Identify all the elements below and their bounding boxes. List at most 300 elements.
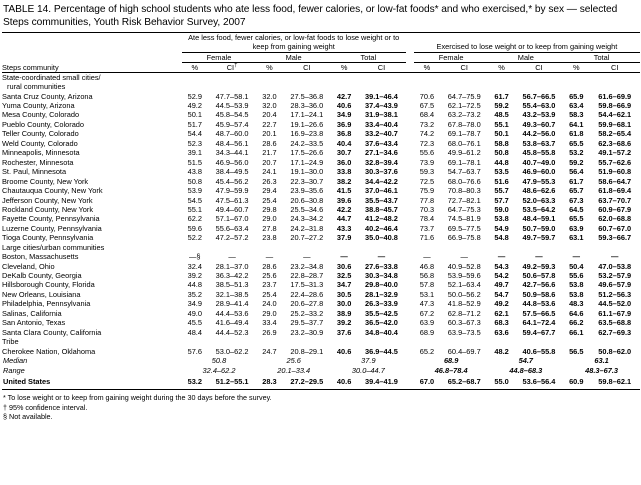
header-gap — [406, 33, 414, 53]
cell-value: 69.5–77.5 — [447, 223, 481, 233]
community-name: Pueblo County, Colorado — [2, 119, 85, 129]
community-name: Hillsborough County, Florida — [2, 280, 95, 290]
cell-value: 46.9–60.0 — [522, 167, 556, 177]
cell-value: —§ — [189, 252, 201, 262]
header-blank2 — [2, 52, 182, 62]
footnote-text: To lose weight or to keep from gaining weight during the 30 days before the survey. — [7, 393, 272, 403]
cell-value: 77.8 — [419, 195, 435, 205]
cell-value: 73.7 — [419, 223, 435, 233]
summary-value: 44.8–68.3 — [509, 365, 543, 375]
cell-value: 39.2 — [336, 318, 352, 328]
cell-value: 17.5–26.6 — [290, 148, 324, 158]
cell-value: 20.7 — [262, 157, 277, 167]
summary-value: 68.9 — [443, 355, 459, 365]
cell-value: 25.4 — [262, 289, 277, 299]
cell-value: 47.3 — [419, 299, 435, 309]
header-gap3 — [406, 62, 414, 72]
cell-value: 23.2–34.8 — [290, 261, 324, 271]
table-row — [2, 129, 640, 138]
cell-value: 25.4 — [262, 195, 277, 205]
cell-value: 70.3 — [419, 205, 435, 215]
united-states-label: United States — [2, 376, 182, 390]
cell-value: 56.8 — [419, 271, 435, 281]
cell-value: 40.9–52.8 — [447, 261, 481, 271]
cell-value: 44.8–53.6 — [522, 299, 556, 309]
cell-value: 24.3–34.2 — [290, 214, 324, 224]
cell-value: 55.4–63.0 — [522, 101, 556, 111]
cell-value: 69.1–78.7 — [447, 129, 481, 139]
cell-value: 60.9–67.9 — [598, 205, 632, 215]
header-male-2: Male — [488, 52, 563, 62]
row-gap — [406, 120, 414, 129]
cell-value: 29.8 — [262, 205, 277, 215]
cell-value: 36.9–44.5 — [365, 346, 398, 356]
cell-value: 58.8 — [494, 138, 509, 148]
cell-value: 36.5–42.0 — [365, 318, 398, 328]
cell-value: 64.5 — [569, 205, 584, 215]
cell-value: 47.2–57.2 — [215, 233, 249, 243]
cell-value: 27.2–29.5 — [283, 376, 331, 390]
cell-value: 49.2 — [494, 299, 509, 309]
cell-value: 28.1–32.9 — [365, 289, 398, 299]
cell-value: 63.2–73.2 — [447, 110, 481, 120]
header-group-row — [2, 33, 640, 53]
cell-value: 62.1 — [494, 308, 509, 318]
cell-value: 40.6–55.8 — [522, 346, 556, 356]
cell-value: 45.8–55.8 — [522, 148, 556, 158]
table-row — [2, 318, 640, 327]
section-heading-line2: rural communities — [7, 82, 66, 92]
cell-value: 62.8–71.2 — [447, 308, 481, 318]
row-gap — [406, 186, 414, 195]
header-group1: Ate less food, fewer calories, or low-fat foods to lose weight or to keep from gaining weight — [182, 33, 406, 53]
cell-value: 50.6–57.8 — [522, 271, 556, 281]
summary-value: 54.7 — [518, 355, 533, 365]
cell-value: 28.1–37.0 — [215, 261, 249, 271]
cell-value: 58.6–64.7 — [598, 176, 632, 186]
cell-value: 37.6–43.4 — [365, 138, 398, 148]
cell-value: — — [265, 252, 274, 262]
cell-value: 40.7–49.0 — [522, 157, 556, 167]
cell-value: 33.2–40.7 — [365, 129, 398, 139]
cell-value: 49.6–57.9 — [598, 280, 632, 290]
cell-value: 25.2–33.2 — [290, 308, 324, 318]
cell-value: 54.7 — [494, 289, 509, 299]
cell-value: 65.2 — [419, 346, 435, 356]
cell-value: 65.5 — [569, 138, 584, 148]
cell-value: 39.4–41.9 — [357, 376, 406, 390]
cell-value: 45.5 — [187, 318, 202, 328]
section-heading: State-coordinated small cities/ rural communities — [2, 72, 640, 91]
cell-value: 27.5–36.8 — [290, 91, 324, 101]
header-ci-f1: CI† — [208, 62, 256, 72]
cell-value: 72.5 — [419, 176, 435, 186]
cell-value: 38.2 — [336, 176, 352, 186]
cell-value: 50.4 — [569, 261, 584, 271]
cell-value: 39.1–46.4 — [365, 91, 398, 101]
section-heading: Large cities/urban communities — [2, 242, 105, 252]
cell-value: — — [303, 252, 311, 262]
cell-value: 50.7–59.0 — [522, 223, 556, 233]
cell-value: 67.2 — [419, 308, 435, 318]
community-name: Chautauqua County, New York — [2, 186, 103, 196]
cell-value: 30.3–34.8 — [365, 271, 398, 281]
row-gap — [406, 299, 414, 308]
cell-value: 66.2 — [569, 318, 584, 328]
cell-value: 54.8 — [494, 233, 509, 243]
cell-value: 68.0–76.1 — [447, 138, 481, 148]
row-gap — [406, 139, 414, 148]
cell-value: 49.0 — [187, 308, 202, 318]
footnote — [3, 403, 641, 412]
cell-value: 33.4 — [262, 318, 277, 328]
row-gap — [406, 101, 414, 110]
cell-value: 50.1 — [187, 110, 202, 120]
cell-value: 37.6 — [336, 327, 352, 337]
header-pct-f2: % — [414, 62, 440, 72]
cell-value: 28.6 — [262, 261, 277, 271]
cell-value: 40.6 — [331, 376, 357, 390]
cell-value: 22.8–28.7 — [290, 271, 324, 281]
row-gap — [406, 271, 414, 280]
table-row — [2, 205, 640, 214]
cell-value: 37.9 — [336, 233, 352, 243]
cell-value: 68.3 — [494, 318, 509, 328]
cell-value: 58.2–65.4 — [598, 129, 632, 139]
row-gap — [406, 148, 414, 157]
row-gap — [406, 177, 414, 186]
cell-value: 47.5–61.3 — [215, 195, 249, 205]
summary-value: 25.6 — [286, 355, 301, 365]
cell-value: 25.6 — [262, 271, 277, 281]
cell-value: 39.2 — [187, 271, 202, 281]
cell-value: 30.7 — [336, 148, 352, 158]
cell-value: 28.3 — [256, 376, 282, 390]
cell-value: 62.0–68.8 — [598, 214, 632, 224]
cell-value: 48.4–59.1 — [522, 214, 556, 224]
cell-value: 63.9 — [569, 223, 584, 233]
cell-value: 57.1–67.0 — [215, 214, 249, 224]
cell-value: 49.7–59.7 — [522, 233, 556, 243]
cell-value: 59.8–62.1 — [589, 376, 640, 390]
community-name: Cleveland, Ohio — [2, 261, 55, 271]
cell-value: 64.7–75.9 — [447, 91, 481, 101]
cell-value: 61.1–67.9 — [598, 308, 632, 318]
cell-value: 36.3–42.2 — [215, 271, 249, 281]
cell-value: 43.8 — [187, 167, 202, 177]
cell-value: 59.2 — [569, 157, 584, 167]
community-name: Salinas, California — [2, 308, 62, 318]
cell-value: 27.8 — [262, 223, 277, 233]
cell-value: 55.6–63.4 — [215, 223, 249, 233]
header-total-2: Total — [563, 52, 640, 62]
cell-value: 71.6 — [419, 233, 435, 243]
header-pct-t1: % — [331, 62, 357, 72]
cell-value: 17.1–24.1 — [290, 110, 324, 120]
cell-value: 44.2–56.0 — [522, 129, 556, 139]
cell-value: — — [460, 252, 468, 262]
cell-value: 51.7 — [187, 119, 202, 129]
cell-value: 65.5 — [569, 214, 584, 224]
cell-value: 73.2 — [419, 119, 435, 129]
cell-value: 69.1–78.1 — [447, 157, 481, 167]
footnote-text: 95% confidence interval. — [9, 402, 88, 412]
cell-value: 59.4–67.7 — [522, 327, 556, 337]
community-name: Philadelphia, Pennsylvania — [2, 299, 91, 309]
footnote-marker: § — [3, 412, 9, 422]
cell-value: 30.5 — [336, 289, 352, 299]
cell-value: 50.1 — [494, 129, 509, 139]
cell-value: 53.2 — [182, 376, 208, 390]
cell-value: 45.9–57.4 — [215, 119, 249, 129]
cell-value: 44.7 — [336, 214, 352, 224]
table-row — [2, 92, 640, 101]
community-name: Santa Cruz County, Arizona — [2, 91, 93, 101]
community-name: Boston, Massachusetts — [2, 252, 79, 262]
row-gap — [406, 328, 414, 337]
footnote-marker: * — [3, 393, 8, 403]
row-gap — [406, 318, 414, 327]
community-name: Weld County, Colorado — [2, 138, 78, 148]
community-name: Minneapolis, Minnesota — [2, 148, 80, 158]
cell-value: 44.8 — [494, 157, 509, 167]
cell-value: 41.8–52.9 — [447, 299, 481, 309]
cell-value: 50.0–56.2 — [447, 289, 481, 299]
table-row — [2, 120, 640, 129]
cell-value: 63.9–73.5 — [447, 327, 481, 337]
cell-value: 43.3 — [336, 223, 352, 233]
cell-value: 26.3 — [262, 176, 277, 186]
cell-value: 49.4–60.7 — [215, 205, 249, 215]
cell-value: 35.0–40.8 — [365, 233, 398, 243]
cell-value: 68.4 — [419, 110, 435, 120]
section-heading-row — [2, 243, 640, 252]
row-gap — [406, 196, 414, 205]
cell-value: 55.6 — [569, 271, 584, 281]
cell-value: 67.0 — [414, 376, 440, 390]
cell-value: 28.3–36.0 — [290, 101, 324, 111]
cell-value: 51.2–56.3 — [598, 289, 632, 299]
united-states-row — [2, 376, 640, 390]
cell-value: 38.8–45.7 — [365, 205, 398, 215]
cell-value: 36.9 — [336, 119, 352, 129]
cell-value: 59.3–66.7 — [598, 233, 632, 243]
cell-value: 57.5–66.5 — [522, 308, 556, 318]
cell-value: 51.9–60.8 — [598, 167, 632, 177]
cell-value: 55.7–62.6 — [598, 157, 632, 167]
header-gap2 — [406, 52, 414, 62]
cell-value: — — [497, 252, 506, 262]
row-gap — [406, 376, 414, 390]
cell-value: 68.0–76.6 — [447, 176, 481, 186]
summary-row — [2, 366, 640, 376]
cell-value: 70.8–80.3 — [447, 186, 481, 196]
cell-value: — — [377, 252, 386, 262]
dagger-marker: † — [234, 61, 238, 69]
summary-label: Range — [3, 365, 25, 375]
cell-value: 72.7–82.1 — [447, 195, 481, 205]
cell-value: 22.4–28.6 — [290, 289, 324, 299]
cell-value: 31.9–38.1 — [365, 110, 398, 120]
cell-value: 49.1–57.2 — [598, 148, 632, 158]
cell-value: 48.5 — [494, 110, 509, 120]
header-male-1: Male — [256, 52, 331, 62]
table-row — [2, 309, 640, 318]
table-row — [2, 196, 640, 205]
cell-value: 50.8 — [187, 176, 202, 186]
cell-value: 29.4 — [262, 186, 277, 196]
table-row — [2, 280, 640, 289]
header-ci-m1: CI — [283, 62, 331, 72]
cell-value: 61.7 — [569, 176, 584, 186]
summary-value: 48.3–67.3 — [585, 365, 619, 375]
cell-value: 26.3–33.9 — [365, 299, 398, 309]
header-pct-t2: % — [563, 62, 589, 72]
cell-value: 51.5 — [187, 157, 202, 167]
cell-value: 34.8–40.4 — [365, 327, 398, 337]
community-name: DeKalb County, Georgia — [2, 271, 82, 281]
header-female-1: Female — [182, 52, 257, 62]
cell-value: 16.9–23.8 — [290, 129, 324, 139]
cell-value: 32.0 — [262, 91, 277, 101]
cell-value: 52.2 — [187, 233, 202, 243]
cell-value: 51.6 — [494, 176, 509, 186]
footnote — [3, 393, 641, 402]
cell-value: 40.6 — [336, 101, 352, 111]
table-row — [2, 167, 640, 176]
header-female-2: Female — [414, 52, 489, 62]
footnote-text: Not available. — [9, 412, 53, 422]
cell-value: 64.1 — [569, 119, 584, 129]
cell-value: 55.1 — [187, 205, 202, 215]
row-gap — [406, 205, 414, 214]
cell-value: 39.6 — [336, 195, 352, 205]
table-row — [2, 224, 640, 233]
cell-value: 55.1 — [494, 119, 509, 129]
cell-value: 66.9–75.8 — [447, 233, 481, 243]
cell-value: — — [340, 252, 348, 262]
cell-value: 47.0–53.8 — [598, 261, 632, 271]
cell-value: 63.7–70.7 — [598, 195, 632, 205]
cell-value: 60.9 — [563, 376, 589, 390]
cell-value: 54.3 — [494, 261, 509, 271]
table-row — [2, 101, 640, 110]
cell-value: 23.8 — [262, 233, 277, 243]
header-ci-t1: CI — [357, 62, 406, 72]
cell-value: 32.0 — [262, 101, 277, 111]
cell-value: 36.8 — [336, 129, 352, 139]
cell-value: 49.7 — [494, 280, 509, 290]
cell-value: 61.7 — [494, 91, 509, 101]
cell-value: 54.7–63.7 — [447, 167, 481, 177]
community-name: Fayette County, Pennsylvania — [2, 214, 100, 224]
cell-value: 28.9–41.4 — [215, 299, 249, 309]
header-ci-t2: CI — [589, 62, 640, 72]
cell-value: 54.4–62.1 — [598, 110, 632, 120]
cell-value: 54.4 — [187, 129, 202, 139]
cell-value: 62.7–69.3 — [598, 327, 632, 337]
cell-value: 55.7 — [494, 186, 509, 196]
cell-value: 59.8–66.9 — [598, 101, 632, 111]
cell-value: 67.3 — [569, 195, 584, 205]
row-gap — [406, 233, 414, 242]
summary-value: 37.9 — [361, 355, 376, 365]
cell-value: 73.9 — [419, 157, 435, 167]
header-pct-m1: % — [256, 62, 282, 72]
cell-value: 34.4–42.2 — [365, 176, 398, 186]
cell-value: 52.3 — [187, 138, 202, 148]
cell-value: 62.2 — [187, 214, 202, 224]
cell-value: 63.4 — [569, 101, 584, 111]
cell-value: 30.6 — [336, 261, 352, 271]
cell-value: 49.2 — [187, 101, 202, 111]
cell-value: 63.1 — [569, 233, 584, 243]
cell-value: 48.7–60.0 — [215, 129, 249, 139]
section-heading-row — [2, 337, 640, 346]
cell-value: 48.4 — [187, 327, 202, 337]
cell-value: 46.8 — [419, 261, 435, 271]
cell-value: 32.4 — [187, 261, 202, 271]
cell-value: 39.1 — [187, 148, 202, 158]
cell-value: — — [572, 252, 580, 262]
cell-value: 53.2 — [569, 148, 584, 158]
community-name: Broome County, New York — [2, 176, 89, 186]
cell-value: 67.5 — [419, 101, 435, 111]
page-title: TABLE 14. Percentage of high school students who ate less food, fewer calories, or low-fat foods* and who exercised,* by sex — selected Steps communities, Youth Risk Behavior Survey, 2007 — [3, 4, 618, 28]
cell-value: 50.8 — [494, 148, 509, 158]
cell-value: 57.7 — [494, 195, 509, 205]
cell-value: — — [228, 252, 236, 262]
cell-value: 33.8 — [336, 167, 352, 177]
cell-value: 23.2–30.9 — [290, 327, 324, 337]
cell-value: 55.6 — [419, 148, 435, 158]
cell-value: 42.7 — [336, 91, 352, 101]
community-name: Teller County, Colorado — [2, 129, 79, 139]
cell-value: 44.5–52.0 — [598, 299, 632, 309]
cell-value: 50.9–58.6 — [522, 289, 556, 299]
header-steps-community: Steps community — [2, 62, 182, 72]
summary-label: Median — [3, 355, 28, 365]
cell-value: 44.8 — [187, 280, 202, 290]
cell-value: 40.6 — [336, 346, 352, 356]
cell-value: 22.7 — [262, 119, 277, 129]
cell-value: 62.1–72.5 — [447, 101, 481, 111]
cell-value: 65.9 — [569, 91, 584, 101]
cell-value: 20.1 — [262, 129, 277, 139]
table-row — [2, 148, 640, 157]
cell-value: 26.9 — [262, 327, 277, 337]
cell-value: 29.0 — [262, 214, 277, 224]
table-row — [2, 328, 640, 337]
cell-value: — — [535, 252, 543, 262]
cell-value: 32.1–38.5 — [215, 289, 249, 299]
cell-value: 45.4–56.2 — [215, 176, 249, 186]
cell-value: 32.5 — [336, 271, 352, 281]
cell-value: 24.0 — [262, 299, 277, 309]
cell-value: 20.4 — [262, 110, 277, 120]
cell-value: 35.5–43.7 — [365, 195, 398, 205]
table-row — [2, 252, 640, 261]
cell-value: 49.3–60.7 — [522, 119, 556, 129]
header-ci-f2: CI — [440, 62, 488, 72]
community-name: Mesa County, Colorado — [2, 110, 80, 120]
header-sex-row — [2, 52, 640, 62]
data-table — [2, 32, 640, 390]
row-gap — [406, 167, 414, 176]
table-row — [2, 271, 640, 280]
header-pct-m2: % — [488, 62, 514, 72]
summary-value: 32.4–62.2 — [202, 365, 236, 375]
